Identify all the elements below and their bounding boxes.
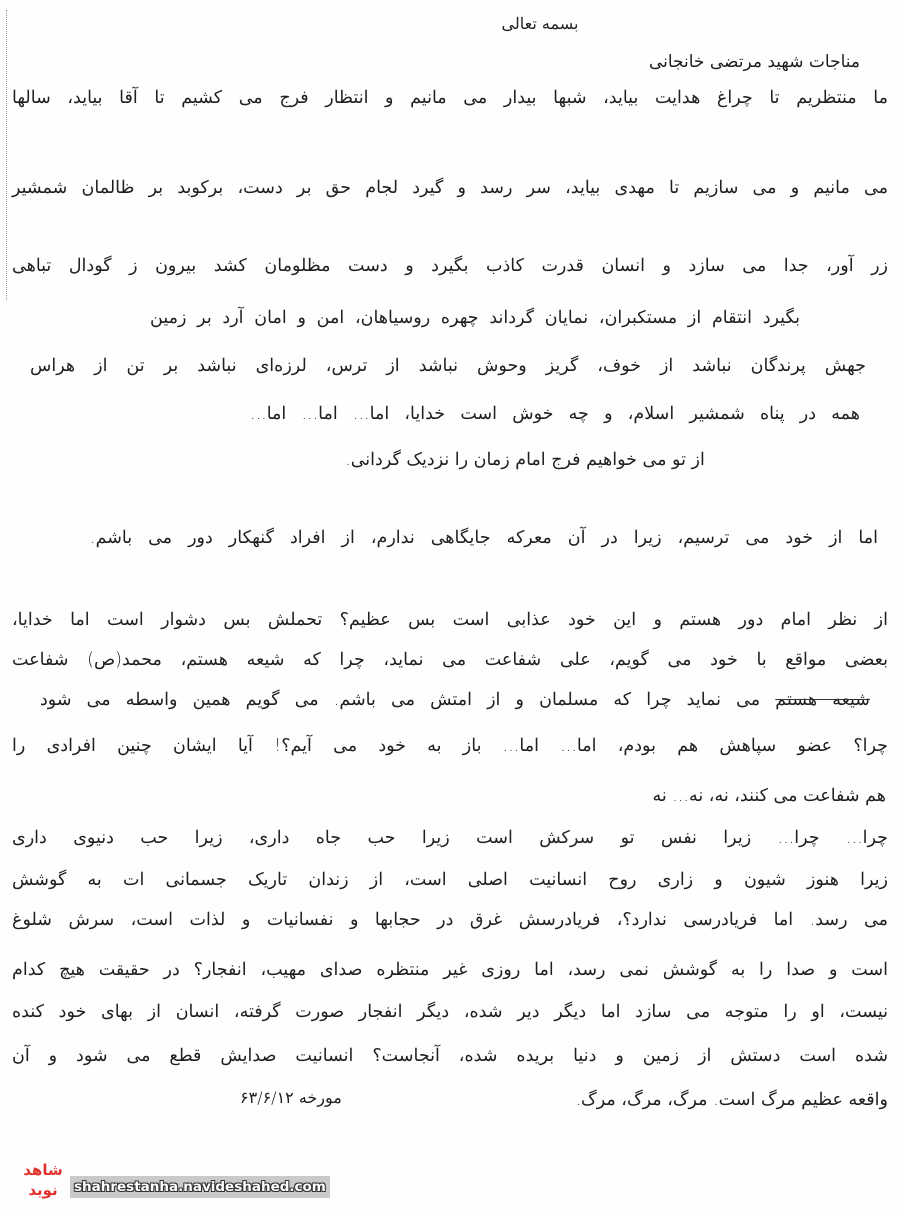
text-line: زیرا هنوز شیون و زاری روح انسانیت اصلی است، از زندان تاریک جسمانی ات به گوشش <box>12 870 888 890</box>
text-line: بگیرد انتقام از مستکبران، نمایان گرداند چهره روسیاهان، امن و امان آرد بر زمین <box>150 308 800 328</box>
watermark-url: shahrestanha.navideshahed.com <box>70 1176 330 1198</box>
logo-text-top: شاهد <box>23 1161 63 1179</box>
text-line: زر آور، جدا می سازد و انسان قدرت کاذب بگیرد و دست مظلومان کشد بیرون ز گودال تباهی <box>12 256 888 276</box>
text-line: از نظر امام دور هستم و این خود عذابی است بس عظیم؟ تحملش بس دشوار است اما خدایا، <box>12 610 888 630</box>
letter-title: مناجات شهید مرتضی خانجانی <box>648 52 860 72</box>
text-line: همه در پناه شمشیر اسلام، و چه خوش است خدایا، اما... اما... اما... <box>250 404 860 424</box>
text-line: از تو می خواهیم فرج امام زمان را نزدیک گردانی. <box>345 450 705 470</box>
text-line: ما منتظریم تا چراغ هدایت بیاید، شبها بیدار می مانیم و انتظار فرج می کشیم تا آقا بیاید، سالها <box>12 88 888 108</box>
margin-dotted-line <box>6 10 7 300</box>
text-line: می رسد. اما فریادرسی ندارد؟، فریادرسش غرق در حجابها و نفسانیات و لذات است، سرش شلوغ <box>12 910 888 930</box>
heading-bismillah: بسمه تعالی <box>501 14 579 33</box>
text-line: جهش پرندگان نباشد از خوف، گریز وحوش نباشد از ترس، لرزه‌ای نباشد بر تن از هراس <box>30 356 866 376</box>
text-line: واقعه عظیم مرگ است. مرگ، مرگ، مرگ. <box>575 1090 888 1110</box>
text-line: نیست، او را متوجه می سازد اما دیگر دیر شده، دیگر انفجار صورت گرفته، انسان از بهای خود کنده <box>12 1002 888 1022</box>
text-line-with-strikethrough <box>40 690 870 710</box>
text-line: چرا... چرا... زیرا نفس تو سرکش است زیرا حب جاه داری، زیرا حب دنیوی داری <box>12 828 888 848</box>
text-line: بعضی مواقع با خود می گویم، علی شفاعت می نماید، چرا که شیعه هستم، محمد(ص) شفاعت <box>12 650 888 670</box>
text-line: شده است دستش از زمین و دنیا بریده شده، آنجاست؟ انسانیت صدایش قطع می شود و آن <box>12 1046 888 1066</box>
text-line: چرا؟ عضو سپاهش هم بودم، اما... اما... باز به خود می آیم؟! آیا ایشان چنین افرادی را <box>12 736 888 756</box>
text-line-content: می نماید چرا که مسلمان و از امتش می باشم. می گویم همین واسطه می شود <box>40 690 761 710</box>
site-watermark <box>12 1158 326 1210</box>
text-line: است و صدا را به گوشش نمی رسد، اما روزی غیر منتظره صدای مهیب، انفجار؟ در حقیقت هیچ کدام <box>12 960 888 980</box>
struck-out-text: شیعه هستم <box>775 690 870 710</box>
text-line: اما از خود می ترسیم، زیرا در آن معرکه جایگاهی ندارم، از افراد گنهکار دور می باشم. <box>90 528 878 548</box>
letter-date: مورخه ۶۳/۶/۱۲ <box>240 1088 342 1107</box>
logo-text-bottom: نوید <box>28 1181 58 1199</box>
text-line: می مانیم و می سازیم تا مهدی بیاید، سر رسد و گیرد لجام حق بر دست، برکوبد بر ظالمان شمشیر <box>12 178 888 198</box>
navideshahed-logo-icon <box>12 1160 74 1206</box>
text-line: هم شفاعت می کنند، نه، نه... نه <box>652 786 886 806</box>
